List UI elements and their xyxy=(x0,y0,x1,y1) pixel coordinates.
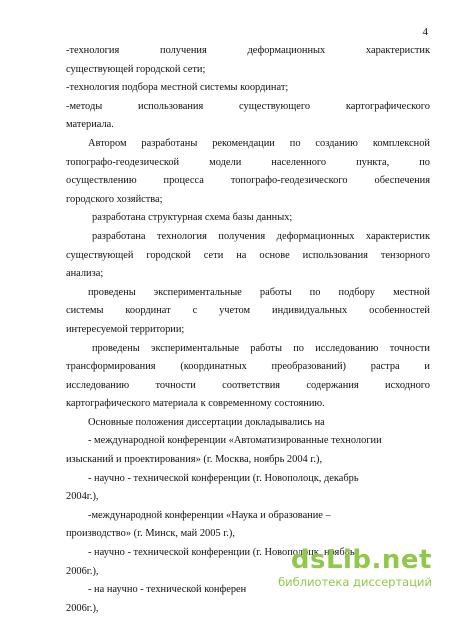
text-line: трансформирования (координатных преобразований) растра и xyxy=(66,361,430,373)
text-line: существующей городской сети; xyxy=(66,63,206,75)
text-line: топографо-геодезической модели населенного пункта, по xyxy=(66,156,430,168)
text-line: -технология подбора местной системы координат; xyxy=(66,82,289,94)
text-line: разработана технология получения деформационных характеристик xyxy=(92,230,430,242)
text-line: интересуемой территории; xyxy=(66,323,185,335)
text-line: 2006г.), xyxy=(66,565,99,577)
text-line: 2006г.), xyxy=(66,602,99,614)
text-line: исследованию точности соответствия содержания исходного xyxy=(66,379,430,391)
text-line: проведены экспериментальные работы по исследованию точности xyxy=(92,342,430,354)
text-line: -международной конференции «Наука и образование – xyxy=(88,509,331,521)
text-line: осуществлению процесса топографо-геодезического обеспечения xyxy=(66,175,430,187)
text-line: Автором разработаны рекомендации по созданию комплексной xyxy=(88,137,430,149)
text-line: изысканий и проектирования» (г. Москва, ноябрь 2004 г.), xyxy=(66,454,323,466)
text-line: материала. xyxy=(66,119,114,131)
watermark-logo: dsLib.net xyxy=(290,545,432,575)
text-line: - научно - технической конференции (г. Новополоцк, декабрь xyxy=(88,472,359,484)
text-line: -методы использования существующего картографического xyxy=(66,100,430,112)
text-line: - на научно - технической конферен xyxy=(88,584,247,596)
text-line: - международной конференции «Автоматизированные технологии xyxy=(88,435,382,447)
text-line: городского хозяйства; xyxy=(66,193,163,205)
text-line: 2004г.), xyxy=(66,491,99,503)
watermark-subtitle: библиотека диссертаций xyxy=(278,575,432,589)
text-line: Основные положения диссертации докладывались на xyxy=(88,416,325,428)
document-body xyxy=(66,42,430,618)
text-line: разработана структурная схема базы данных; xyxy=(92,212,293,224)
text-line: системы координат с учетом индивидуальных особенностей xyxy=(66,305,430,317)
text-line: анализа; xyxy=(66,268,104,280)
page-number: 4 xyxy=(422,26,428,38)
text-line: существующей городской сети на основе использования тензорного xyxy=(66,249,430,261)
text-line: производство» (г. Минск, май 2005 г.), xyxy=(66,528,235,540)
text-line: -технология получения деформационных характеристик xyxy=(66,45,430,56)
text-line: - научно - технической конференции (г. Новополоцк, ноябрь xyxy=(88,547,355,559)
text-line: картографического материала к современному состоянию. xyxy=(66,398,325,410)
text-line: проведены экспериментальные работы по подбору местной xyxy=(88,286,430,298)
watermark xyxy=(278,547,432,589)
